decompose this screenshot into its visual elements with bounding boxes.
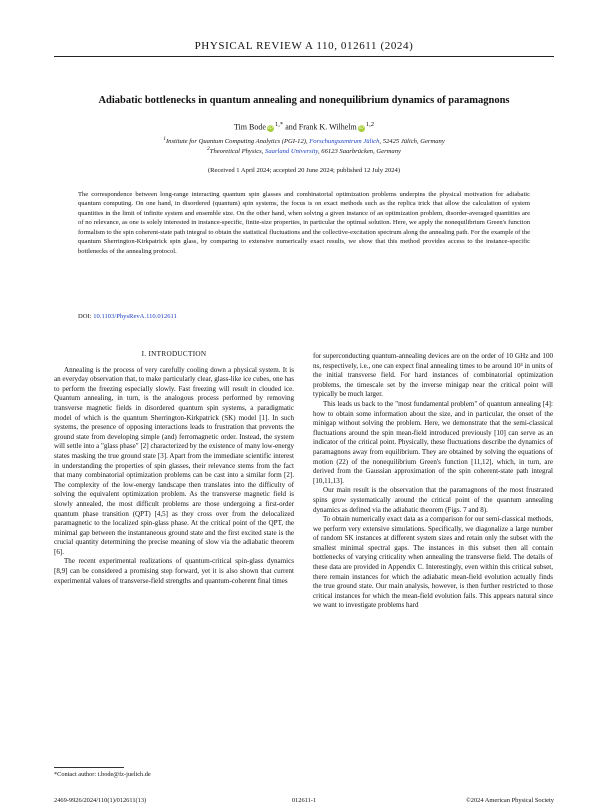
affil-text: , 66123 Saarbrücken, Germany (317, 148, 401, 156)
received-dates: (Received 1 April 2024; accepted 20 June 2024; published 12 July 2024) (207, 167, 401, 174)
author-affil-mark: 1,* (274, 121, 284, 128)
affiliation-1 (54, 136, 554, 145)
author-name: Frank K. Wilhelm (298, 122, 357, 132)
paragraph: Annealing is the process of very carefully cooling down a physical system. It is an everyday observation that, to make particularly clear, glass-like ice cubes, one has to perform the freezing especially slowly. Fast freezing will result in clouded ice. Quantum annealing, in turn, is the analogous process performed by removing transverse magnetic fields in disordered quantum spin systems, a paradigmatic model of which is the quantum Sherrington-Kirkpatrick (SK) model [1]. In such systems, the presence of opposing interactions leads to frustration that prevents the ground state from developing simple (and) ferromagnetic order. Instead, the system will settle into a "glass phase" [2] characterized by the existence of many low-energy states masking the true ground state [3]. Apart from the immediate scientific interest in understanding the properties of spin glasses, their relevance stems from the fact that many combinatorial optimization problems can be cast into a similar form [2]. The complexity of the low-energy landscape then translates into the difficulty of solving the equivalent optimization problem. As the transverse magnetic field is slowly annealed, the most difficult problems are those undergoing a first-order quantum phase transition (QPT) [4,5] as they cross over from the delocalized paramagnetic to the localized spin-glass phase. At the critical point of the QPT, the minimal gap between the instantaneous ground state and the first excited state is the crucial quantity determining the precise meaning of slow via the adiabatic theorem [6]. (54, 365, 294, 556)
affil-text: , 52425 Jülich, Germany (379, 138, 445, 146)
header-rule (54, 56, 554, 57)
paragraph: The recent experimental realizations of quantum-critical spin-glass dynamics [8,9] can be considered a promising step forward, yet it is also shown that current experimental values of transverse-field strengths and quantum-coherent final times (54, 557, 294, 585)
paragraph: for superconducting quantum-annealing devices are on the order of 10 GHz and 100 ns, respectively, i.e., one can expect final annealing times to be around 10³ in units of the initial transverse field. For hard instances of combinatorial optimization problems, the timescale set by the inverse minigap near the critical point will typically be much larger. (313, 352, 554, 399)
paragraph: Our main result is the observation that the paramagnons of the most frustrated spins grow systematically around the critical point of the quantum annealing dynamics as defined via the adiabatic theorem (Figs. 7 and 8). (313, 486, 553, 514)
affiliation-2 (54, 146, 554, 155)
author-affil-mark: 1,2 (365, 121, 375, 128)
footnote-rule (54, 767, 124, 768)
footer-issn: 2469-9926/2024/110(1)/012611(13) (54, 797, 147, 804)
article-title: Adiabatic bottlenecks in quantum annealing and nonequilibrium dynamics of paramagnons (98, 95, 510, 106)
right-column (313, 352, 553, 611)
doi-link[interactable]: 10.1103/PhysRevA.110.012611 (93, 313, 177, 320)
section-heading: I. INTRODUCTION (141, 350, 207, 358)
author-name: Tim Bode (233, 122, 266, 132)
footer-copyright: ©2024 American Physical Society (465, 797, 554, 804)
footnote: *Contact author: t.bode@fz-juelich.de (54, 771, 151, 778)
abstract: The correspondence between long-range interacting quantum spin glasses and combinatorial optimization problems underpins the physical motivation for adiabatic quantum computing. On one hand, in disordered (quantum) spin systems, the focus is on exact methods such as the replica trick that allow the calculation of system quantities in the limit of infinite system and ensemble size. On the other hand, when solving a given instance of an optimization problem, disorder-averaged quantities are of no relevance, as one is solely interested in instance-specific, finite-size properties, in particular the optimal solution. Here, we apply the nonequilibrium Green's function formalism to the spin coherent-state path integral to obtain the statistical fluctuations and the collective-excitation spectrum along the annealing path. For the example of the quantum Sherrington-Kirkpatrick spin glass, by comparing to extensive numerically exact results, we show that this method provides access to the instance-specific bottlenecks of the annealing protocol. (78, 191, 530, 255)
affil-mark: 2 (207, 146, 210, 152)
author-separator: and (283, 122, 299, 132)
paragraph: To obtain numerically exact data as a comparison for our semi-classical methods, we perform very extensive simulations. Specifically, we diagonalize a large number of random SK instances at different system sizes and retain only the subset with the smallest minimal spectral gaps. The instances in this subset then all contain bottlenecks of varying criticality when annealing the transverse field. The details of these data are provided in Appendix C. Interestingly, even within this critical subset, there remain instances for which the adiabatic mean-field evolution actually finds the true ground state. Our main analysis, however, is then further restricted to those critical instances for which the mean-field evolution fails. This appears natural since we want to investigate problems hard (313, 515, 553, 610)
paragraph: This leads us back to the "most fundamental problem" of quantum annealing [4]: how to obtain some information about the size, and in particular, the onset of the minigap without solving the problem. Here, we demonstrate that the semi-classical fluctuations around the spin mean-field introduced previously [10] can serve as an indicator of the critical point. Physically, these fluctuations describe the dynamics of paramagnons away from equilibrium. They are obtained by solving the equations of motion (22) of the nonequilibrium Green's function [11,12], which, in turn, are derived from the Gaussian approximation of the spin coherent-state path integral [10,11,13]. (313, 399, 553, 485)
affil-text: Institute for Quantum Computing Analytics (PGI-12), (165, 138, 310, 146)
left-column (54, 350, 294, 586)
running-head: PHYSICAL REVIEW A 110, 012611 (2024) (194, 40, 414, 52)
affil-link[interactable]: Saarland University (265, 148, 318, 156)
orcid-icon[interactable]: iD (267, 125, 273, 131)
doi-label: DOI: (78, 313, 94, 320)
affil-mark: 1 (163, 136, 166, 142)
author-line (54, 121, 554, 132)
affil-link[interactable]: Forschungszentrum Jülich (309, 138, 380, 146)
orcid-icon[interactable]: iD (358, 125, 364, 131)
affil-text: Theoretical Physics, (209, 148, 266, 156)
footer-page-number: 012611-1 (291, 797, 317, 804)
doi-line (78, 313, 177, 320)
